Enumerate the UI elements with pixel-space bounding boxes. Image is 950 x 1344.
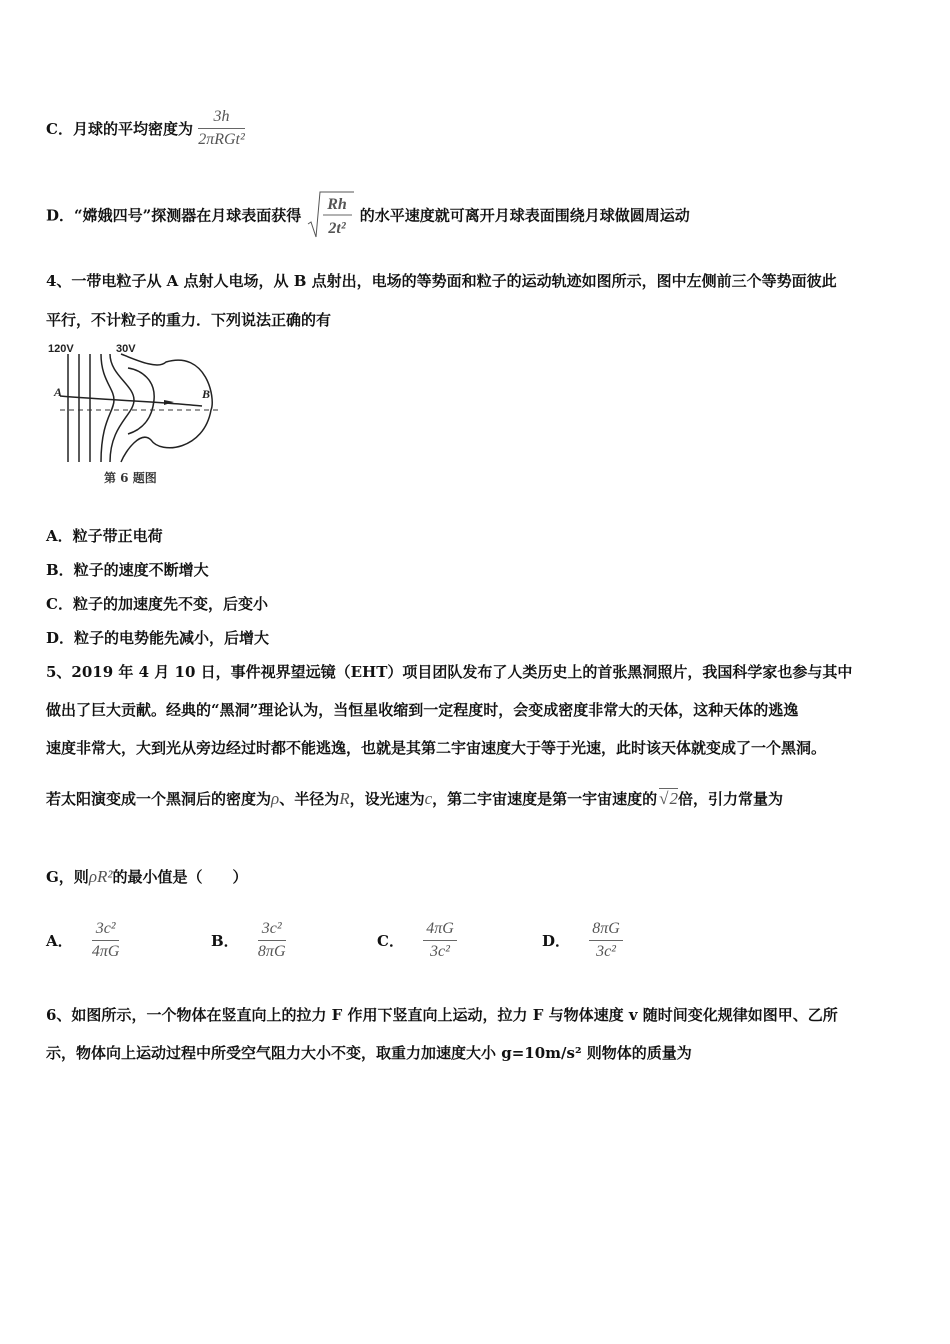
sqrt-two	[659, 788, 678, 808]
symbol-r: R	[339, 789, 350, 808]
q4-option-d: D．粒子的电势能先减小，后增大	[46, 629, 270, 647]
option-c-line	[46, 108, 245, 149]
choice-fraction	[258, 920, 286, 961]
symbol-c: c	[424, 789, 433, 808]
label-point-a: A	[54, 385, 63, 399]
choice-label: A．	[46, 932, 73, 950]
radicand-denominator: 2t²	[327, 220, 346, 237]
q5-line-4	[46, 788, 783, 809]
radical-sign-icon	[307, 190, 355, 240]
density-fraction	[198, 108, 245, 149]
choice-fraction	[92, 920, 120, 961]
sqrt-two-radicand: 2	[669, 789, 679, 808]
fraction-denominator: 4πG	[91, 943, 120, 960]
sqrt-expression	[307, 190, 355, 240]
choice-label: B．	[211, 932, 239, 950]
option-c-text: C．月球的平均密度为	[46, 120, 193, 138]
q5-line-1: 5、2019 年 4 月 10 日，事件视界望远镜（EHT）项目团队发布了人类历史上的首张黑洞照片，我国科学家也参与其中	[46, 663, 853, 681]
option-d-suffix: 的水平速度就可离开月球表面围绕月球做圆周运动	[359, 206, 690, 225]
choice-fraction	[589, 920, 623, 961]
q4-option-b: B．粒子的速度不断增大	[46, 561, 209, 579]
q5-line-4-text-b: 、半径为	[279, 790, 340, 808]
q5-line-4-text-d: ，第二宇宙速度是第一宇宙速度的	[432, 790, 658, 808]
q6-line-1: 6、如图所示，一个物体在竖直向上的拉力 F 作用下竖直向上运动，拉力 F 与物体速度 v 随时间变化规律如图甲、乙所	[46, 1006, 838, 1024]
symbol-rho: ρ	[271, 789, 280, 808]
fraction-numerator: 8πG	[589, 920, 623, 941]
q5-line-5-text-a: G，则	[46, 868, 89, 886]
radicand-numerator: Rh	[326, 196, 347, 213]
fraction-numerator: 3h	[198, 108, 245, 129]
fraction-denominator: 2πRGt²	[198, 131, 245, 148]
q4-line-1: 4、一带电粒子从 A 点射人电场，从 B 点射出，电场的等势面和粒子的运动轨迹如图所示，图中左侧前三个等势面彼此	[46, 272, 837, 290]
choice-label: C．	[377, 932, 404, 950]
fraction-denominator: 3c²	[596, 943, 616, 960]
label-30v: 30V	[116, 343, 136, 355]
label-point-b: B	[202, 387, 211, 401]
radical-icon: √	[659, 789, 669, 808]
q5-line-3: 速度非常大，大到光从旁边经过时都不能逃逸，也就是其第二宇宙速度大于等于光速，此时该天体就变成了一个黑洞。	[46, 739, 827, 757]
equipotential-figure	[46, 340, 226, 490]
choice-label: D．	[542, 932, 571, 950]
fraction-numerator: 3c²	[92, 920, 120, 941]
q4-line-2: 平行，不计粒子的重力．下列说法正确的有	[46, 311, 332, 329]
q5-line-4-text-e: 倍，引力常量为	[678, 790, 784, 808]
q5-choice-d	[542, 920, 623, 961]
label-120v: 120V	[48, 343, 74, 355]
fraction-numerator: 3c²	[258, 920, 286, 941]
figure-caption: 第 6 题图	[104, 471, 157, 485]
field-diagram	[46, 340, 226, 490]
q4-option-a: A．粒子带正电荷	[46, 527, 163, 545]
q5-line-5	[46, 866, 247, 887]
q5-choice-a	[46, 920, 119, 961]
q5-choice-c	[377, 920, 457, 961]
q5-choice-b	[211, 920, 286, 961]
q4-option-c: C．粒子的加速度先不变，后变小	[46, 595, 268, 613]
q5-line-4-text-c: ，设光速为	[349, 790, 425, 808]
q5-line-5-text-b: 的最小值是（ ）	[112, 868, 248, 886]
q6-line-2: 示，物体向上运动过程中所受空气阻力大小不变，取重力加速度大小 g=10m/s² 则物体的质量为	[46, 1044, 692, 1062]
symbol-rho-r-squared: ρR²	[88, 867, 113, 886]
option-d-line	[46, 190, 690, 240]
q5-line-4-text-a: 若太阳演变成一个黑洞后的密度为	[46, 790, 272, 808]
fraction-denominator: 3c²	[430, 943, 450, 960]
q5-line-2: 做出了巨大贡献。经典的“黑洞”理论认为，当恒星收缩到一定程度时，会变成密度非常大的天体，这种天体的逃逸	[46, 701, 799, 719]
choice-fraction	[423, 920, 457, 961]
fraction-numerator: 4πG	[423, 920, 457, 941]
fraction-denominator: 8πG	[257, 943, 286, 960]
option-d-text: D．“嫦娥四号”探测器在月球表面获得	[46, 206, 302, 225]
